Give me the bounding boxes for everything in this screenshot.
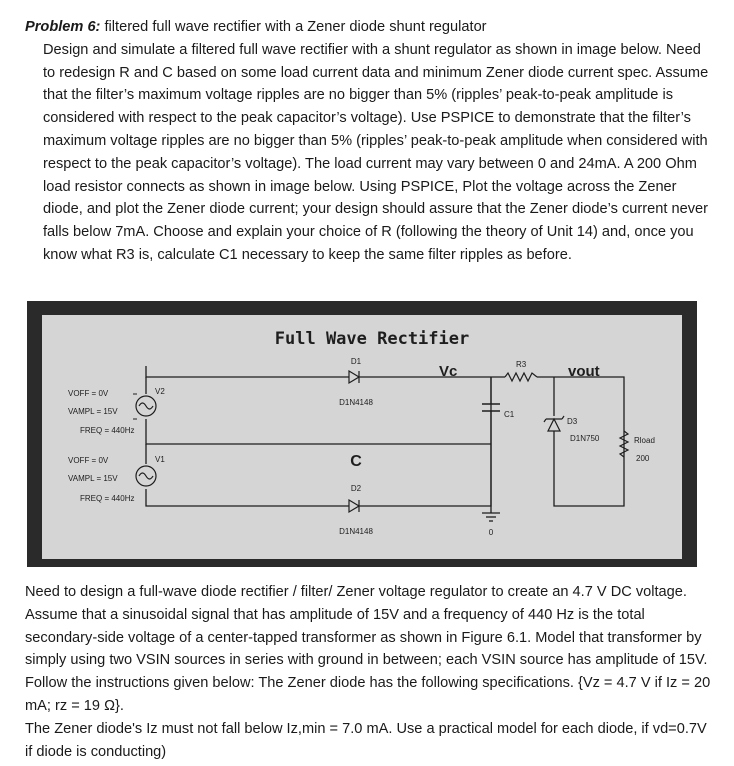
instructions-paragraph-2: The Zener diode's Iz must not fall below Iz,min = 7.0 mA. Use a practical model for each diode, if vd=0.7V if diode is conducting) [25,720,707,760]
d1-label: D1 [350,357,362,366]
d1-part: D1N4148 [339,398,373,407]
instructions-paragraph-1: Need to design a full-wave diode rectifier / filter/ Zener voltage regulator to create an 4.7 V DC voltage. Assume that a sinusoidal signal that has amplitude of 15V and a frequency of 440 Hz is the total secondary-side voltage of a center-tapped transformer as shown in Figure 6.1. Model that transformer by simply using two VSIN sources in series with ground in between; each VSIN source has amplitude of 15V. Follow the instructions given below: The Zener diode has the following specifications. {Vz = 4.7 V if Iz = 20 mA; rz = 19 Ω}. [25,584,711,714]
d3-part: D1N750 [570,434,600,443]
v1-freq: FREQ = 440Hz [80,494,135,503]
c1-label: C1 [504,410,515,419]
v2-freq: FREQ = 440Hz [80,426,135,435]
problem-label: Problem 6: [25,19,101,35]
problem-statement [25,16,715,267]
v2-label: V2 [155,387,165,396]
node-c-label: C [350,453,362,470]
ground-node-label: 0 [488,528,494,537]
problem-body: Design and simulate a filtered full wave rectifier with a shunt regulator as shown in image below. Need to redesign R and C based on some load current data and minimum Zener diode current spec. Assume that the filter’s maximum voltage ripples are no bigger than 5% (ripples’ peak-to-peak amplitude is considered with respect to the peak capacitor’s voltage). Use PSPICE to demonstrate that the filter’s maximum voltage ripples are no bigger than 5% (ripples’ peak-to-peak amplitude when considered with respect to the peak capacitor’s voltage). The load current may vary between 0 and 24mA. A 200 Ohm load resistor connects as shown in image below. Using PSPICE, Plot the voltage across the Zener diode, and plot the Zener diode current; your design should assure that the Zener diode’s current never falls below 7mA. Choose and explain your choice of R (following the theory of Unit 14) and, once you know what R3 is, calculate C1 necessary to keep the same filter ripples as before. [43,41,709,263]
circuit-diagram [27,301,697,567]
v2-voff: VOFF = 0V [68,389,109,398]
rload-value: 200 [636,454,650,463]
problem-heading [25,16,715,39]
v1-label: V1 [155,455,165,464]
instructions [25,581,715,763]
node-vout-label: vout [568,363,600,380]
r3-label: R3 [516,360,527,369]
v1-voff: VOFF = 0V [68,456,109,465]
d2-label: D2 [350,484,362,493]
d3-label: D3 [567,417,578,426]
problem-title: filtered full wave rectifier with a Zener diode shunt regulator [104,19,487,35]
node-vc-label: Vc [439,363,458,380]
v2-vampl: VAMPL = 15V [68,407,118,416]
v1-vampl: VAMPL = 15V [68,474,118,483]
d2-part: D1N4148 [339,527,373,536]
circuit-figure [27,301,697,567]
circuit-title: Full Wave Rectifier [274,329,470,349]
rload-label: Rload [634,436,655,445]
